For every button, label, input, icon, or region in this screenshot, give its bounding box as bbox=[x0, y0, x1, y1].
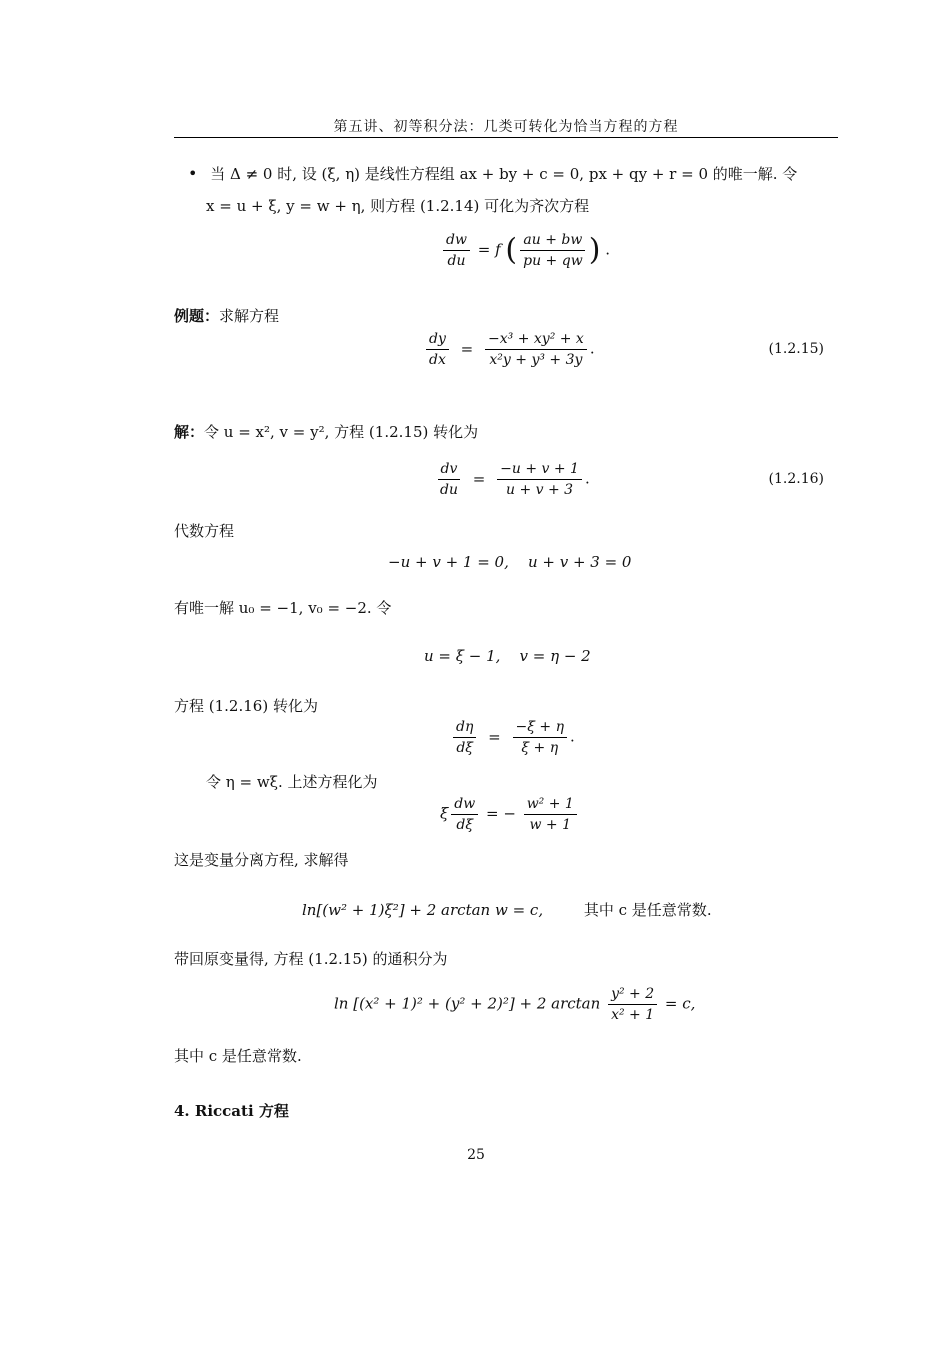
frac-den: x² + 1 bbox=[611, 1007, 655, 1023]
fraction bbox=[497, 461, 582, 498]
frac-num: y² + 2 bbox=[608, 986, 657, 1005]
frac-den: du bbox=[440, 482, 458, 498]
paren-right: ) bbox=[588, 232, 601, 268]
bullet-line-1 bbox=[188, 163, 797, 184]
solution-text: 令 u = x², v = y², 方程 (1.2.15) 转化为 bbox=[204, 423, 479, 441]
frac-num: au + bw bbox=[520, 232, 585, 251]
bullet-line-2: x = u + ξ, y = w + η, 则方程 (1.2.14) 可化为齐次方程 bbox=[206, 197, 590, 215]
substitution-equation: u = ξ − 1, v = η − 2 bbox=[424, 647, 591, 665]
equation-w bbox=[440, 796, 580, 833]
separable-text: 这是变量分离方程, 求解得 bbox=[174, 851, 349, 869]
frac-den: dξ bbox=[456, 817, 474, 833]
fraction bbox=[608, 986, 657, 1023]
frac-num: −u + v + 1 bbox=[497, 461, 582, 480]
example-text: 求解方程 bbox=[219, 307, 280, 325]
eq-tail: . bbox=[605, 240, 610, 259]
algebraic-equation: −u + v + 1 = 0, u + v + 3 = 0 bbox=[388, 553, 632, 571]
frac-den: du bbox=[447, 253, 466, 269]
equation-general-integral bbox=[334, 986, 695, 1023]
solution-label: 解： bbox=[174, 423, 205, 441]
eq-mid: = − bbox=[486, 804, 516, 823]
bullet-text-1: 当 Δ ≠ 0 时, 设 (ξ, η) 是线性方程组 ax + by + c = 0, px + qy + r = 0 的唯一解. 令 bbox=[210, 165, 798, 183]
page-number: 25 bbox=[467, 1147, 485, 1163]
fraction bbox=[426, 331, 449, 368]
frac-den: u + v + 3 bbox=[505, 482, 574, 498]
general-solution-equation: ln[(w² + 1)ξ²] + 2 arctan w = c, bbox=[302, 901, 544, 919]
frac-den: pu + qw bbox=[523, 253, 583, 269]
fraction bbox=[443, 232, 470, 269]
frac-den: x²y + y³ + 3y bbox=[489, 352, 583, 368]
equation-homogeneous bbox=[440, 232, 610, 269]
frac-den: dx bbox=[429, 352, 446, 368]
section-title: 4. Riccati 方程 bbox=[174, 1102, 289, 1120]
fraction bbox=[437, 461, 461, 498]
eq-mid: = f bbox=[477, 240, 501, 259]
frac-num: w² + 1 bbox=[524, 796, 577, 815]
bullet-dot: • bbox=[188, 164, 198, 183]
frac-num: dy bbox=[426, 331, 449, 350]
frac-den: dξ bbox=[456, 740, 474, 756]
eq-tail: = c, bbox=[664, 994, 696, 1013]
equation-eta: $\frac{d\eta}{d\xi}$ = $\frac{-\xi + \eta}{\xi + \eta}$ . bbox=[450, 719, 575, 756]
general-solution-note: 其中 c 是任意常数. bbox=[583, 901, 712, 919]
example-label: 例题： bbox=[174, 307, 220, 325]
fraction bbox=[485, 331, 587, 368]
algebraic-text: 代数方程 bbox=[174, 522, 235, 540]
final-note: 其中 c 是任意常数. bbox=[174, 1047, 302, 1065]
frac-num: dv bbox=[438, 461, 461, 480]
frac-den: w + 1 bbox=[529, 817, 572, 833]
eq-tail: . bbox=[584, 469, 590, 488]
back-substitution-text: 带回原变量得, 方程 (1.2.15) 的通积分为 bbox=[174, 950, 448, 968]
equation-number-1-2-15: (1.2.15) bbox=[768, 341, 824, 357]
eq-lhs: ln [(x² + 1)² + (y² + 2)²] + 2 arctan bbox=[334, 994, 601, 1013]
eq-prefix: ξ bbox=[440, 804, 449, 823]
substitution-text: 令 η = wξ. 上述方程化为 bbox=[206, 773, 378, 791]
example-heading bbox=[174, 305, 279, 326]
fraction bbox=[513, 719, 567, 756]
transform-text: 方程 (1.2.16) 转化为 bbox=[174, 697, 318, 715]
frac-num: −x³ + xy² + x bbox=[485, 331, 587, 350]
eq-tail: . bbox=[569, 727, 575, 746]
equation-1-2-15: $\frac{dy}{dx}$ = $\frac{\text{−x³ + xy² + x}}{\text{x²y + y³ + 3y}}$ . bbox=[423, 331, 595, 368]
frac-num: −ξ + η bbox=[513, 719, 567, 738]
frac-num: dη bbox=[453, 719, 476, 738]
equation-number-1-2-16: (1.2.16) bbox=[768, 471, 824, 487]
fraction bbox=[524, 796, 577, 833]
header-rule bbox=[174, 137, 838, 138]
equation-1-2-16: $\frac{dv}{du}$ = $\frac{-u + v + 1}{u + v + 3}$ . bbox=[434, 461, 590, 498]
frac-den: ξ + η bbox=[521, 740, 559, 756]
unique-solution-text: 有唯一解 u₀ = −1, v₀ = −2. 令 bbox=[174, 599, 392, 617]
frac-num: dw bbox=[443, 232, 470, 251]
eq-tail: . bbox=[589, 339, 595, 358]
fraction bbox=[453, 719, 476, 756]
running-header: 第五讲、初等积分法：几类可转化为恰当方程的方程 bbox=[333, 119, 679, 135]
frac-num: dw bbox=[451, 796, 478, 815]
fraction bbox=[451, 796, 478, 833]
general-solution-line bbox=[302, 899, 712, 920]
solution-heading bbox=[174, 421, 478, 442]
paren-left: ( bbox=[505, 232, 518, 268]
fraction bbox=[520, 232, 586, 269]
